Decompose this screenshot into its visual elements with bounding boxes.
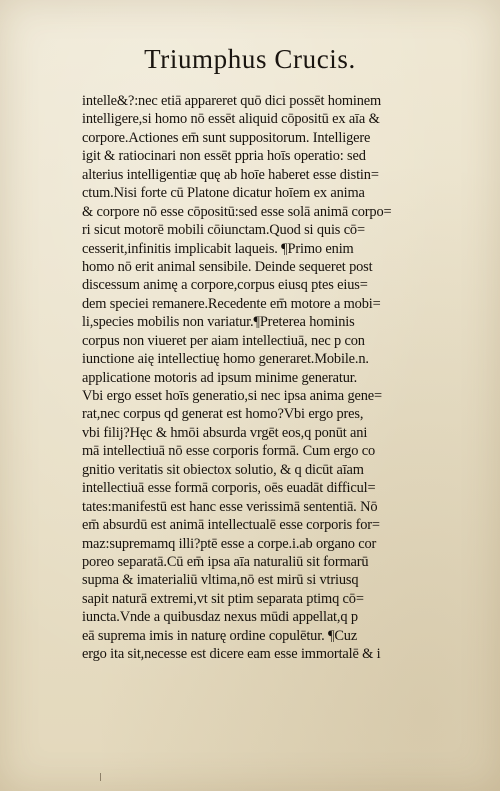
text-line: cesserit,infinitis implicabit laqueis. ¶Primo enim — [82, 240, 354, 257]
margin-mark — [100, 773, 104, 781]
text-line: eā suprema imis in naturę ordine copulētur. ¶Cuz — [82, 627, 358, 644]
body-text — [82, 92, 462, 664]
text-line: rat,nec corpus qd generat est homo?Vbi ergo pres, — [82, 406, 364, 423]
text-line: sapit naturā extremi,vt sit ptim separata ptimq cō= — [82, 590, 364, 607]
text-line: iuncta.Vnde a quibusdaz nexus mūdi appellat,q p — [82, 609, 358, 626]
text-line: applicatione motoris ad ipsum minime generatur. — [82, 369, 358, 386]
text-line: poreo separatā.Cū em̄ ipsa aīa naturaliū sit formarū — [82, 553, 369, 570]
text-line: corpus non viueret per aiam intellectiuā, nec p con — [82, 332, 365, 349]
text-line: supma & imaterialiū vltima,nō est mirū si vtriusq — [82, 572, 359, 589]
text-line: discessum animę a corpore,corpus eiusq ptes eius= — [82, 277, 368, 294]
text-line: corpore.Actiones em̄ sunt suppositorum. Intelligere — [82, 129, 371, 146]
text-line: intellectiuā esse formā corporis, oēs euadāt difficul= — [82, 480, 376, 497]
text-line: dem speciei remanere.Recedente em̄ motore a mobi= — [82, 295, 381, 312]
text-line: vbi filij?Hęc & hmōi absurda vrgēt eos,q ponūt ani — [82, 424, 368, 441]
text-line: mā intellectiuā nō esse corporis formā. Cum ergo co — [82, 443, 376, 460]
text-line: tates:manifestū est hanc esse verissimā sententiā. Nō — [82, 498, 378, 515]
text-line: gnitio veritatis sit obiectox solutio, & q dicūt aīam — [82, 461, 364, 478]
text-line: ergo ita sit,necesse est dicere eam esse immortalē & i — [82, 646, 381, 663]
text-line: homo nō erit animal sensibile. Deinde sequeret post — [82, 258, 373, 275]
running-header: Triumphus Crucis. — [144, 44, 356, 74]
text-line: & corpore nō esse cōpositū:sed esse solā animā corpo= — [82, 203, 392, 220]
text-line: igit & ratiocinari non essēt ppria hoīs operatio: sed — [82, 148, 366, 165]
text-line: ctum.Nisi forte cū Platone dicatur hoīem ex anima — [82, 185, 365, 202]
text-line: maz:supremamq illi?ptē esse a corpe.i.ab organo cor — [82, 535, 377, 552]
text-line: intelle&?:nec etiā appareret quō dici possēt hominem — [82, 93, 382, 109]
text-line: iunctione aię intellectiuę homo generaret.Mobile.n. — [82, 351, 369, 368]
text-line: Vbi ergo esset hoīs generatio,si nec ipsa anima gene= — [82, 388, 383, 404]
text-line: li,species mobilis non variatur.¶Preterea hominis — [82, 314, 355, 331]
text-line: intelligere,si homo nō essēt aliquid cōpositū ex aīa & — [82, 111, 380, 128]
text-line: ri sicut motorē mobili cōiunctam.Quod si quis cō= — [82, 222, 365, 239]
text-line: em̄ absurdū est animā intellectualē esse corporis for= — [82, 517, 380, 534]
text-line: alterius intelligentiæ quę ab hoīe haberet esse distin= — [82, 166, 379, 183]
